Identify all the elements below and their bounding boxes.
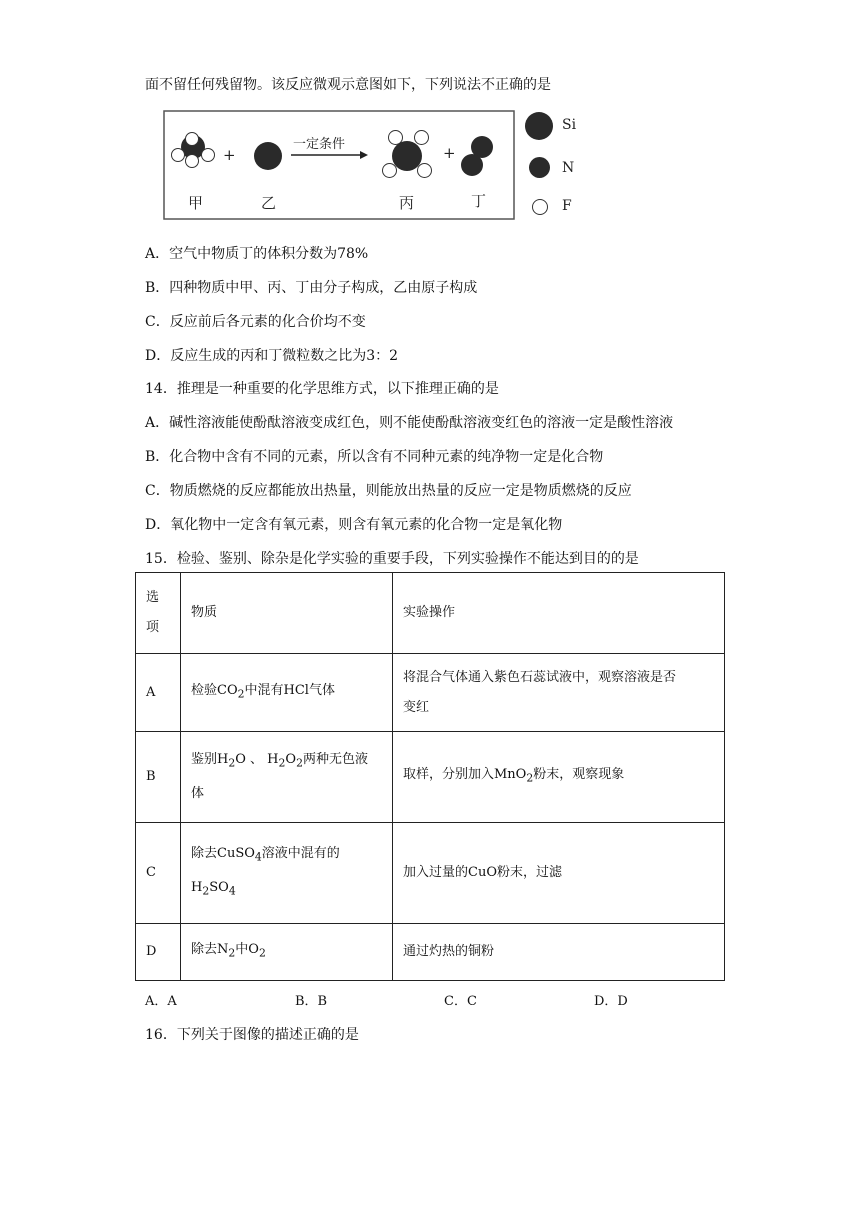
q14-option-a: A．碱性溶液能使酚酞溶液变成红色，则不能使酚酞溶液变红色的溶液一定是酸性溶液 (145, 415, 674, 431)
legend-n-dot (529, 157, 550, 178)
q13-option-c: C．反应前后各元素的化合价均不变 (145, 314, 366, 330)
header-substance: 物质 (181, 573, 393, 654)
legend-f-dot (532, 199, 548, 215)
legend-si-label: Si (562, 117, 577, 133)
row-substance: 检验$CO_2$中混有HCl气体 (181, 654, 393, 732)
q14-stem: 14．推理是一种重要的化学思维方式，以下推理正确的是 (145, 381, 499, 397)
row-option: A (136, 654, 181, 732)
row-option: C (136, 823, 181, 924)
label-bing: 丙 (399, 194, 415, 212)
q13-option-d: D．反应生成的丙和丁微粒数之比为3：2 (145, 348, 399, 364)
row-operation: 加入过量的CuO粉末，过滤 (393, 823, 725, 924)
q13-option-b: B．四种物质中甲、丙、丁由分子构成，乙由原子构成 (145, 280, 478, 296)
plus-sign-1: + (223, 146, 236, 164)
row-operation: 将混合气体通入紫色石蕊试液中，观察溶液是否 变红 (393, 654, 725, 732)
table-row (136, 924, 725, 981)
row-substance: 鉴别$H_2O$ 、 $H_2O_2$两种无色液 体 (181, 732, 393, 823)
element-legend (525, 112, 585, 222)
arrow-label: 一定条件 (293, 137, 346, 152)
row-option: B (136, 732, 181, 823)
q15-choice-d: D．D (594, 994, 628, 1009)
table-header-row (136, 573, 725, 654)
q14-option-c: C．物质燃烧的反应都能放出热量，则能放出热量的反应一定是物质燃烧的反应 (145, 483, 632, 499)
q15-choice-c: C．C (444, 994, 477, 1009)
q14-option-d: D．氧化物中一定含有氧元素，则含有氧元素的化合物一定是氧化物 (145, 517, 563, 533)
q15-choice-b: B．B (295, 994, 328, 1009)
table-row (136, 823, 725, 924)
reaction-diagram (163, 110, 515, 220)
table-row (136, 732, 725, 823)
legend-f-label: F (562, 198, 572, 214)
row-option: D (136, 924, 181, 981)
legend-si-dot (525, 112, 553, 140)
label-ding: 丁 (471, 192, 487, 210)
atom-yi (254, 142, 282, 170)
q15-table (135, 572, 725, 981)
plus-sign-2: + (443, 144, 456, 162)
q15-choice-a: A．A (145, 994, 177, 1009)
row-operation: 通过灼热的铜粉 (393, 924, 725, 981)
q13-option-a: A．空气中物质丁的体积分数为78% (145, 246, 369, 262)
label-jia: 甲 (188, 194, 204, 212)
row-substance: 除去$N_2$中$O_2$ (181, 924, 393, 981)
q14-option-b: B．化合物中含有不同的元素，所以含有不同种元素的纯净物一定是化合物 (145, 449, 604, 465)
table-row (136, 654, 725, 732)
q16-stem: 16．下列关于图像的描述正确的是 (145, 1027, 359, 1043)
row-operation: 取样，分别加入MnO$_2$粉末，观察现象 (393, 732, 725, 823)
header-option: 选 项 (136, 573, 181, 654)
q15-stem: 15．检验、鉴别、除杂是化学实验的重要手段，下列实验操作不能达到目的的是 (145, 551, 639, 567)
label-yi: 乙 (261, 194, 277, 212)
intro-text: 面不留任何残留物。该反应微观示意图如下，下列说法不正确的是 (145, 77, 551, 93)
row-substance: 除去CuSO$_4$溶液中混有的 $H_2SO_4$ (181, 823, 393, 924)
header-operation: 实验操作 (393, 573, 725, 654)
legend-n-label: N (562, 160, 575, 176)
